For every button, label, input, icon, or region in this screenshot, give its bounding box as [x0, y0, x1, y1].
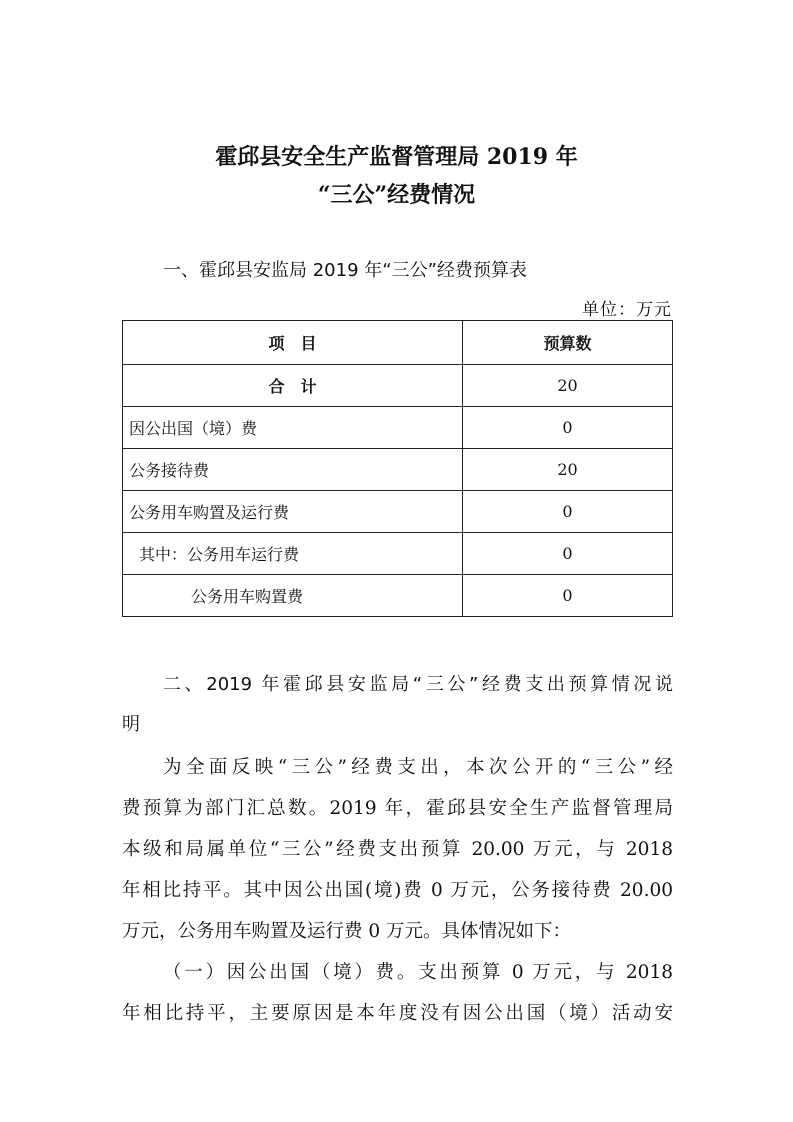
table-header-row — [123, 321, 673, 365]
row-value: 20 — [463, 449, 673, 491]
explanation-paragraph — [122, 751, 673, 1038]
header-item: 项 目 — [123, 321, 463, 365]
paragraph-line: （一）因公出国（境）费。支出预算 0 万元，与 2018 — [163, 962, 673, 983]
table-row — [123, 491, 673, 533]
table-row — [123, 407, 673, 449]
row-value: 0 — [463, 491, 673, 533]
paragraph-line: 费预算为部门汇总数。2019 年，霍邱县安全生产监督管理局 — [122, 798, 673, 819]
row-item: 因公出国（境）费 — [123, 407, 463, 449]
table-row — [123, 449, 673, 491]
section2-heading-cont: 明 — [122, 714, 140, 735]
table-row — [123, 533, 673, 575]
row-item: 公务用车购置费 — [123, 575, 463, 617]
row-value: 20 — [463, 365, 673, 407]
table-row — [123, 575, 673, 617]
row-item: 公务用车购置及运行费 — [123, 491, 463, 533]
paragraph-line: 年相比持平，主要原因是本年度没有因公出国（境）活动安 — [122, 1003, 673, 1024]
document-title-line2: “三公”经费情况 — [317, 182, 476, 208]
header-budget: 预算数 — [463, 321, 673, 365]
table-row — [123, 365, 673, 407]
row-value: 0 — [463, 575, 673, 617]
row-item: 公务接待费 — [123, 449, 463, 491]
budget-table — [122, 320, 673, 617]
row-item: 合 计 — [123, 365, 463, 407]
unit-label: 单位：万元 — [582, 300, 672, 320]
row-value: 0 — [463, 407, 673, 449]
section2-heading: 二、2019 年霍邱县安监局“三公”经费支出预算情况说 — [163, 674, 673, 695]
section1-heading: 一、霍邱县安监局 2019 年“三公”经费预算表 — [163, 260, 527, 281]
paragraph-line: 本级和局属单位“三公”经费支出预算 20.00 万元，与 2018 — [122, 839, 673, 860]
paragraph-line: 年相比持平。其中因公出国(境)费 0 万元，公务接待费 20.00 — [122, 880, 673, 901]
document-title-line1: 霍邱县安全生产监督管理局 2019 年 — [215, 144, 578, 170]
row-value: 0 — [463, 533, 673, 575]
row-item: 其中：公务用车运行费 — [123, 533, 463, 575]
paragraph-line: 为全面反映“三公”经费支出，本次公开的“三公”经 — [163, 757, 673, 778]
paragraph-line: 万元，公务用车购置及运行费 0 万元。具体情况如下： — [122, 921, 572, 942]
